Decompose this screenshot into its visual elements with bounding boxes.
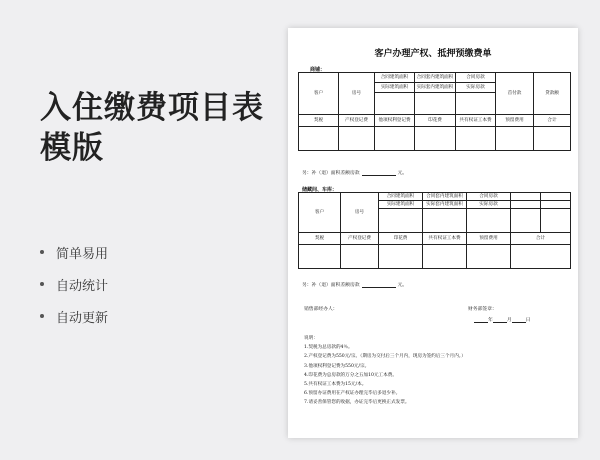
finance-signature: 财务部签章： [468, 307, 497, 312]
value-cell[interactable] [467, 209, 511, 233]
empty-cell [511, 193, 541, 201]
deed-tax-header: 契税 [299, 233, 341, 245]
actual-inner-area-header: 实际套内建筑面积 [415, 83, 456, 93]
value-cell[interactable] [299, 127, 339, 151]
bullet-icon [40, 250, 44, 254]
document-preview [288, 28, 578, 438]
paid-header: 首付款 [496, 73, 534, 115]
year-label: 年 [488, 318, 493, 323]
explanation-item: 1.契税为总房款的4％。 [304, 345, 353, 351]
month-label: 月 [506, 318, 512, 323]
value-cell[interactable] [375, 127, 415, 151]
contract-area-header: 合同建筑面积 [379, 193, 423, 201]
value-cell[interactable] [339, 127, 375, 151]
stamp-duty-header: 印花费 [379, 233, 423, 245]
value-cell[interactable] [341, 245, 379, 269]
balance-amount-blank[interactable] [362, 283, 396, 288]
template-title-line-2: 模版 [40, 130, 104, 166]
contract-inner-area-header: 合同套内建筑面积 [415, 73, 456, 83]
actual-area-header: 实际建筑面积 [375, 83, 415, 93]
contract-price-header: 合同房款 [467, 193, 511, 201]
value-cell[interactable] [415, 127, 456, 151]
actual-price-header: 实际房款 [467, 201, 511, 209]
customer-header: 客户 [299, 193, 341, 233]
balance-note-prefix: 另：补（退）面积差额房款 [302, 283, 360, 288]
value-cell[interactable] [375, 93, 415, 115]
storage-section-label: 储藏间、车库： [302, 187, 338, 193]
feature-label: 自动统计 [56, 278, 109, 294]
reserve-fee-header: 预留费用 [496, 115, 534, 127]
explanation-item: 3.他项权利登记费为550元/宗。 [304, 363, 370, 369]
bullet-icon [40, 282, 44, 286]
value-cell[interactable] [456, 127, 496, 151]
actual-area-header: 实际建筑面积 [379, 201, 423, 209]
room-header: 房号 [341, 193, 379, 233]
customer-header: 客户 [299, 73, 339, 115]
explanation-item: 5.共有权证工本费为15元/本。 [304, 382, 367, 388]
value-cell[interactable] [534, 127, 571, 151]
feature-item [40, 300, 108, 332]
template-title [40, 88, 264, 168]
value-cell[interactable] [511, 245, 571, 269]
storage-balance-note [302, 281, 407, 288]
reserve-fee-header: 预留费用 [467, 233, 511, 245]
property-reg-header: 产权登记费 [339, 115, 375, 127]
storage-fee-table [298, 192, 571, 269]
explanation-title: 说明： [304, 336, 318, 341]
sales-signature: 销售部经办人： [304, 307, 338, 312]
template-title-line-1: 入住缴费项目表 [40, 90, 264, 126]
feature-label: 自动更新 [56, 310, 109, 326]
balance-note-suffix: 元。 [397, 171, 408, 176]
explanation-item: 2.产权登记费为550元/宗。（期房为交付后三个月内，现房为签约后三个月内。） [304, 354, 466, 360]
empty-cell [541, 193, 571, 201]
value-cell[interactable] [423, 209, 467, 233]
feature-item [40, 236, 108, 268]
day-blank[interactable] [512, 318, 526, 323]
document-title: 客户办理产权、抵押预缴费单 [374, 49, 492, 59]
bullet-icon [40, 314, 44, 318]
value-cell[interactable] [379, 209, 423, 233]
explanation-item: 4.印花费为总房款的万分之五加10元工本费。 [304, 372, 397, 378]
actual-price-header: 实际房款 [456, 83, 496, 93]
empty-cell [541, 201, 571, 209]
value-cell[interactable] [456, 93, 496, 115]
value-cell[interactable] [541, 209, 571, 233]
empty-cell [511, 201, 541, 209]
shop-fee-table [298, 72, 571, 151]
shared-fee-header: 共有权证工本费 [456, 115, 496, 127]
value-cell[interactable] [467, 245, 511, 269]
total-header: 合计 [534, 115, 571, 127]
contract-price-header: 合同房款 [456, 73, 496, 83]
day-label: 日 [525, 318, 531, 323]
value-cell[interactable] [511, 209, 541, 233]
loan-header: 贷款额 [534, 73, 571, 115]
balance-note-prefix: 另：补（退）面积差额房款 [302, 171, 360, 176]
actual-inner-area-header: 实际套内建筑面积 [423, 201, 467, 209]
feature-item [40, 268, 108, 300]
room-header: 房号 [339, 73, 375, 115]
property-reg-header: 产权登记费 [341, 233, 379, 245]
value-cell[interactable] [299, 245, 341, 269]
other-right-reg-header: 他项权利登记费 [375, 115, 415, 127]
balance-amount-blank[interactable] [362, 171, 396, 176]
deed-tax-header: 契税 [299, 115, 339, 127]
shared-fee-header: 共有权证工本费 [423, 233, 467, 245]
signature-date [474, 316, 530, 323]
feature-list [40, 236, 108, 332]
shop-section-label: 商铺： [310, 67, 326, 73]
explanation [304, 334, 466, 408]
year-blank[interactable] [474, 318, 488, 323]
explanation-item: 6.预留办证费用在产权证办理完毕后多退少补。 [304, 391, 401, 397]
value-cell[interactable] [423, 245, 467, 269]
total-header: 合计 [511, 233, 571, 245]
contract-area-header: 合同建筑面积 [375, 73, 415, 83]
explanation-item: 7.请妥善保管您的收据，办证完毕后更换正式发票。 [304, 400, 410, 406]
feature-label: 简单易用 [56, 246, 109, 262]
contract-inner-area-header: 合同套内建筑面积 [423, 193, 467, 201]
shop-balance-note [302, 169, 407, 176]
stamp-duty-header: 印花费 [415, 115, 456, 127]
month-blank[interactable] [493, 318, 507, 323]
value-cell[interactable] [379, 245, 423, 269]
balance-note-suffix: 元。 [397, 283, 408, 288]
value-cell[interactable] [496, 127, 534, 151]
value-cell[interactable] [415, 93, 456, 115]
